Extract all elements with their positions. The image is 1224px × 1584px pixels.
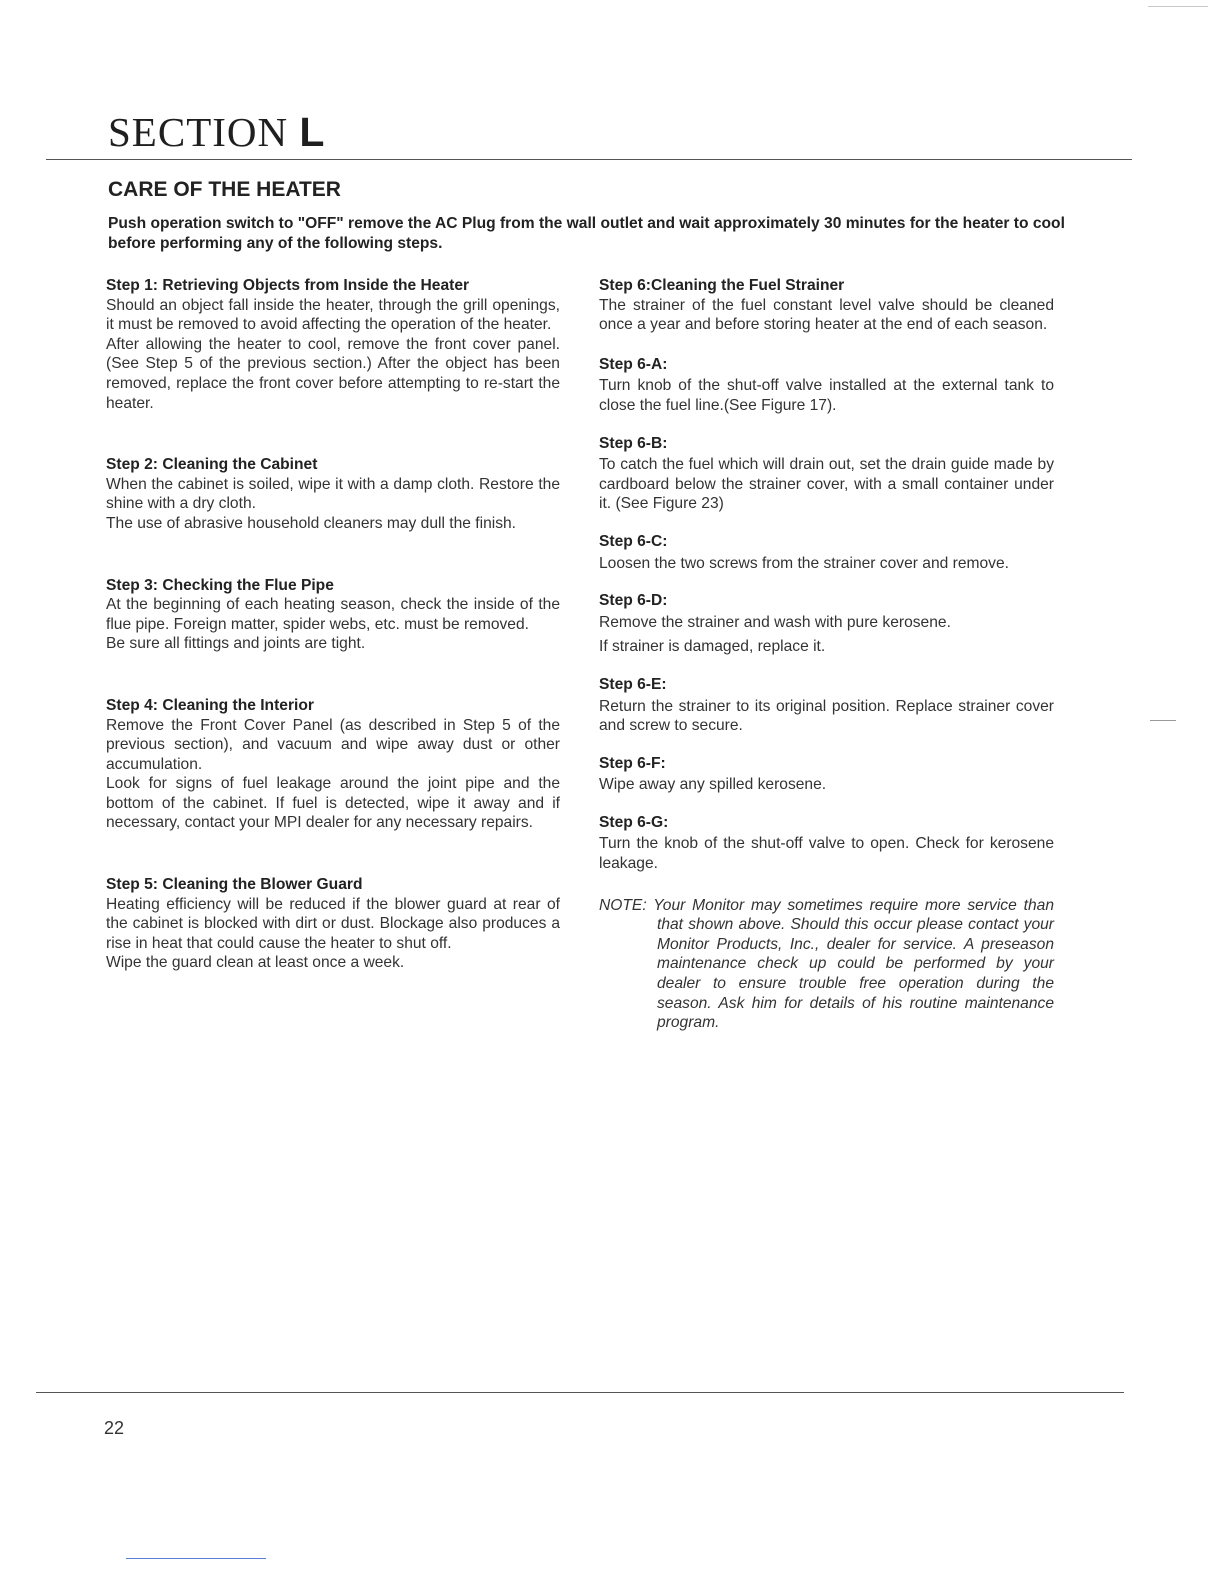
- step-paragraph: Turn the knob of the shut-off valve to open. Check for kerosene leakage.: [599, 835, 1054, 873]
- left-column: [106, 276, 560, 973]
- step-title: Step 6:Cleaning the Fuel Strainer: [599, 277, 845, 294]
- step-paragraph: Remove the Front Cover Panel (as described in Step 5 of the previous section), and vacuum and wipe away dust or other accumulation.: [106, 716, 560, 773]
- step-title: Step 6-A:: [599, 355, 668, 373]
- step-paragraph: Remove the strainer and wash with pure kerosene.: [599, 613, 951, 631]
- step-title: Step 5: Cleaning the Blower Guard: [106, 876, 363, 894]
- intro-warning: Push operation switch to "OFF" remove the AC Plug from the wall outlet and wait approximately 30 minutes for the heater to cool before performing any of the following steps.: [108, 215, 1065, 252]
- step-title: Step 2: Cleaning the Cabinet: [106, 456, 318, 474]
- step-title: Step 4: Cleaning the Interior: [106, 696, 314, 714]
- step-paragraph: The use of abrasive household cleaners may dull the finish.: [106, 514, 517, 532]
- step-title: Step 6-D:: [599, 592, 668, 610]
- page-heading: CARE OF THE HEATER: [108, 178, 341, 201]
- note-text: NOTE: Your Monitor may sometimes require more service than that shown above. Should this occur please contact your Monitor Products, Inc., dealer for service. A preseason maintenance check up could be performed by your dealer to ensure trouble free operation during the season. Ask him for details of his routine maintenance program.: [599, 896, 1054, 1032]
- section-title: [108, 108, 325, 156]
- section-letter: L: [299, 109, 326, 155]
- step-6e: [599, 675, 1054, 736]
- step-title: Step 6-G:: [599, 813, 669, 831]
- step-title: Step 6-F:: [599, 754, 666, 772]
- maintenance-note: [599, 896, 1054, 1033]
- footer-line: [126, 1558, 266, 1559]
- step-title: Step 6-E:: [599, 675, 667, 693]
- step-paragraph: Wipe away any spilled kerosene.: [599, 776, 827, 794]
- step-6f: [599, 754, 1054, 795]
- step-6a: [599, 355, 1054, 416]
- step-1: [106, 276, 560, 413]
- step-paragraph: Loosen the two screws from the strainer cover and remove.: [599, 554, 1009, 572]
- step-paragraph: Be sure all fittings and joints are tight.: [106, 635, 366, 653]
- step-paragraph: Look for signs of fuel leakage around the joint pipe and the bottom of the cabinet. If fuel is detected, wipe it away and if necessary, contact your MPI dealer for any necessary repairs.: [106, 775, 560, 832]
- step-2: [106, 455, 560, 533]
- step-6: [599, 276, 1054, 335]
- step-title: Step 1: Retrieving Objects from Inside the Heater: [106, 277, 470, 294]
- step-paragraph: Return the strainer to its original position. Replace strainer cover and screw to secure.: [599, 697, 1054, 735]
- step-title: Step 3: Checking the Flue Pipe: [106, 576, 334, 594]
- step-paragraph: Should an object fall inside the heater, through the grill openings, it must be removed to avoid affecting the operation of the heater.: [106, 296, 560, 334]
- step-paragraph: After allowing the heater to cool, remove the front cover panel. (See Step 5 of the previous section.) After the object has been removed, replace the front cover before attempting to re-start the heater.: [106, 335, 560, 412]
- step-paragraph: If strainer is damaged, replace it.: [599, 638, 826, 656]
- right-column: [599, 276, 1054, 1048]
- section-word: SECTION: [108, 109, 289, 155]
- step-title: Step 6-B:: [599, 434, 668, 452]
- step-6d: [599, 591, 1054, 657]
- step-4: [106, 696, 560, 833]
- step-3: [106, 576, 560, 654]
- edge-mark: [1150, 720, 1176, 721]
- page-number: 22: [104, 1418, 125, 1438]
- step-6b: [599, 434, 1054, 514]
- top-divider: [46, 159, 1132, 160]
- step-paragraph: The strainer of the fuel constant level valve should be cleaned once a year and before storing heater at the end of each season.: [599, 296, 1054, 334]
- step-paragraph: Heating efficiency will be reduced if the blower guard at rear of the cabinet is blocked with dirt or dust. Blockage also produces a rise in heat that could cause the heater to shut off.: [106, 895, 560, 952]
- step-paragraph: Turn knob of the shut-off valve installed at the external tank to close the fuel line.(See Figure 17).: [599, 377, 1054, 414]
- step-paragraph: At the beginning of each heating season, check the inside of the flue pipe. Foreign matter, spider webs, etc. must be removed.: [106, 596, 560, 633]
- edge-mark: [1148, 6, 1208, 7]
- step-5: [106, 875, 560, 973]
- bottom-divider: [36, 1392, 1124, 1393]
- step-6c: [599, 532, 1054, 573]
- step-paragraph: Wipe the guard clean at least once a week.: [106, 954, 405, 972]
- step-6g: [599, 813, 1054, 874]
- step-title: Step 6-C:: [599, 532, 668, 550]
- step-paragraph: When the cabinet is soiled, wipe it with a damp cloth. Restore the shine with a dry cloth.: [106, 475, 560, 513]
- step-paragraph: To catch the fuel which will drain out, set the drain guide made by cardboard below the strainer cover, with a small container under it. (See Figure 23): [599, 456, 1054, 513]
